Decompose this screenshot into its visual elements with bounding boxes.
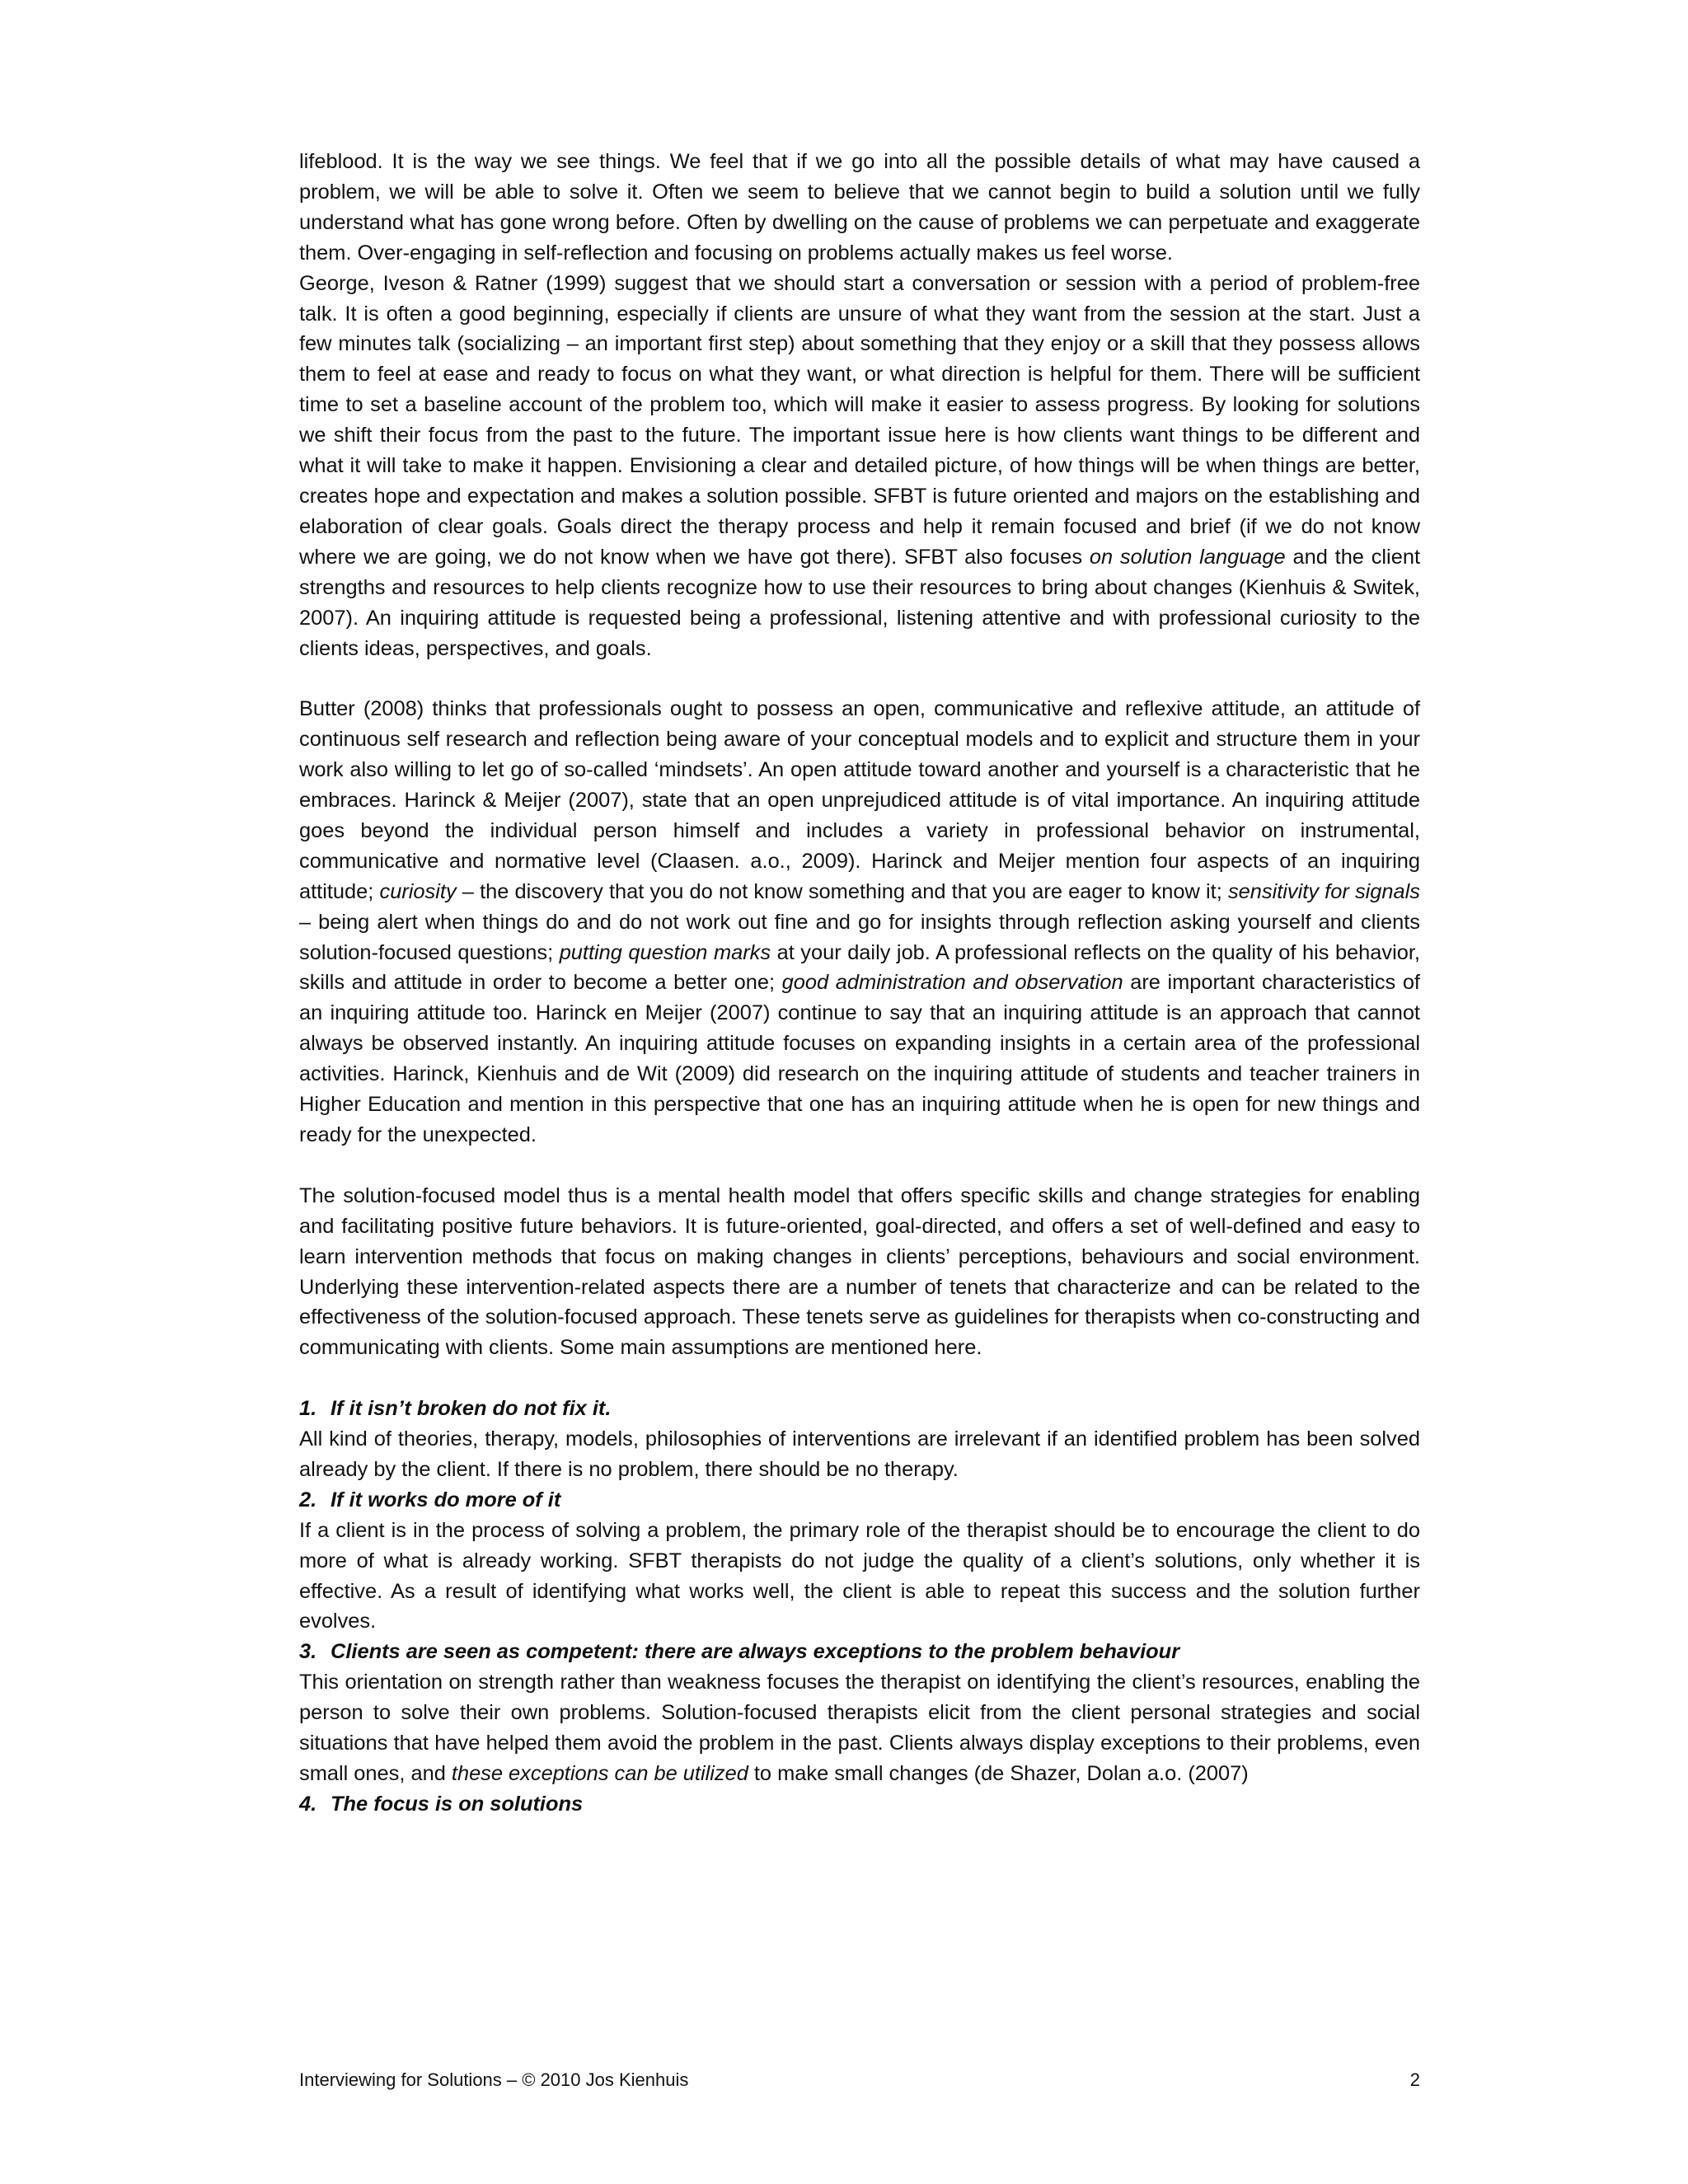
- footer-copyright: Interviewing for Solutions – © 2010 Jos Kienhuis: [299, 2069, 689, 2090]
- page-number: 2: [1409, 2069, 1420, 2090]
- text-run: at your daily job. A professional reflects on the quality of his behavior, skills and attitude in order to become a better one;: [299, 940, 1420, 995]
- tenet-title: If it isn’t broken do not fix it.: [331, 1397, 612, 1421]
- text-run: Butter (2008) thinks that professionals ought to possess an open, communicative and reflexive attitude, an attitude of continuous self research and reflection being aware of your conceptual models and to explicit and structure them in your work also willing to let go of so-called ‘mindsets’. An open attitude toward another and yourself is a characteristic that he embraces. Harinck & Meijer (2007), state that an open unprejudiced attitude is of vital importance. An inquiring attitude goes beyond the individual person himself and includes a variety in professional behavior on instrumental, communicative and normative level (Claasen. a.o., 2009). Harinck and Meijer mention four aspects of an inquiring attitude;: [299, 697, 1420, 903]
- text-run: – being alert when things do and do not work out fine and go for insights through reflection asking yourself and clients solution-focused questions;: [299, 910, 1420, 964]
- tenet-number: 4.: [299, 1792, 317, 1816]
- text-run: – the discovery that you do not know something and that you are eager to know it;: [456, 879, 1228, 903]
- emphasis-text: these exceptions can be utilized: [451, 1761, 748, 1785]
- tenet-title: If it works do more of it: [331, 1488, 561, 1511]
- tenet-number: 3.: [299, 1640, 317, 1664]
- paragraph-lifeblood: lifeblood. It is the way we see things. We feel that if we go into all the possible details of what may have caused a problem, we will be able to solve it. Often we seem to believe that we cannot begin to build a solution until we fully understand what has gone wrong before. Often by dwelling on the cause of problems we can perpetuate and exaggerate them. Over-engaging in self-reflection and focusing on problems actually makes us feel worse.: [299, 150, 1420, 265]
- emphasis-text: curiosity: [379, 879, 457, 903]
- paragraph-spacer: [299, 1363, 1420, 1394]
- paragraph-problem-free-talk: [299, 269, 1420, 664]
- text-run: George, Iveson & Ratner (1999) suggest that we should start a conversation or session with a period of problem-free talk. It is often a good beginning, especially if clients are unsure of what they want from the session at the start. Just a few minutes talk (socializing – an important first step) about something that they enjoy or a skill that they possess allows them to feel at ease and ready to focus on what they want, or what direction is helpful for them. There will be sufficient time to set a baseline account of the problem too, which will make it easier to assess progress. By looking for solutions we shift their focus from the past to the future. The important issue here is how clients want things to be different and what it will take to make it happen. Envisioning a clear and detailed picture, of how things will be when things are better, creates hope and expectation and makes a solution possible. SFBT is future oriented and majors on the establishing and elaboration of clear goals. Goals direct the therapy process and help it remain focused and brief (if we do not know where we are going, we do not know when we have got there). SFBT also focuses: [299, 271, 1420, 569]
- text-run: are important characteristics of an inquiring attitude too. Harinck en Meijer (2007) continue to say that an inquiring attitude is an approach that cannot always be observed instantly. An inquiring attitude focuses on expanding insights in a certain area of the professional activities. Harinck, Kienhuis and de Wit (2009) did research on the inquiring attitude of students and teacher trainers in Higher Education and mention in this perspective that one has an inquiring attitude when he is open for new things and ready for the unexpected.: [299, 971, 1420, 1146]
- paragraph-spacer: [299, 663, 1420, 694]
- tenet-heading-1: [299, 1394, 1420, 1424]
- paragraph-solution-focused-model: The solution-focused model thus is a mental health model that offers specific skills and change strategies for enabling and facilitating positive future behaviors. It is future-oriented, goal-directed, and offers a set of well-defined and easy to learn intervention methods that focus on making changes in clients’ perceptions, behaviours and social environment. Underlying these intervention-related aspects there are a number of tenets that characterize and can be related to the effectiveness of the solution-focused approach. These tenets serve as guidelines for therapists when co-constructing and communicating with clients. Some main assumptions are mentioned here.: [299, 1183, 1420, 1360]
- tenet-title: The focus is on solutions: [331, 1792, 584, 1816]
- emphasis-text: on solution language: [1089, 545, 1286, 569]
- tenet-heading-3: [299, 1637, 1420, 1667]
- emphasis-text: good administration and observation: [781, 971, 1123, 995]
- tenet-body-1: All kind of theories, therapy, models, philosophies of interventions are irrelevant if an identified problem has been solved already by the client. If there is no problem, there should be no therapy.: [299, 1427, 1420, 1481]
- body-text: [299, 147, 1420, 1820]
- emphasis-text: putting question marks: [559, 940, 771, 964]
- paragraph-inquiring-attitude: [299, 694, 1420, 1151]
- tenet-body-3: [299, 1667, 1420, 1789]
- paragraph-spacer: [299, 1151, 1420, 1181]
- emphasis-text: sensitivity for signals: [1227, 879, 1420, 903]
- tenet-heading-4: [299, 1789, 1420, 1820]
- tenet-number: 1.: [299, 1397, 317, 1421]
- text-run: and the client strengths and resources to help clients recognize how to use their resources to bring about changes (Kienhuis & Switek, 2007). An inquiring attitude is requested being a professional, listening attentive and with professional curiosity to the clients ideas, perspectives, and goals.: [299, 545, 1420, 660]
- text-run: to make small changes (de Shazer, Dolan a.o. (2007): [748, 1761, 1249, 1785]
- tenet-title: Clients are seen as competent: there are always exceptions to the problem behaviour: [331, 1640, 1180, 1664]
- text-run: This orientation on strength rather than weakness focuses the therapist on identifying the client’s resources, enabling the person to solve their own problems. Solution-focused therapists elicit from the client personal strategies and social situations that have helped them avoid the problem in the past. Clients always display exceptions to their problems, even small ones, and: [299, 1671, 1420, 1785]
- tenet-number: 2.: [299, 1488, 317, 1511]
- tenet-body-2: If a client is in the process of solving a problem, the primary role of the therapist should be to encourage the client to do more of what is already working. SFBT therapists do not judge the quality of a client’s solutions, only whether it is effective. As a result of identifying what works well, the client is able to repeat this success and the solution further evolves.: [299, 1518, 1420, 1633]
- tenet-heading-2: [299, 1485, 1420, 1516]
